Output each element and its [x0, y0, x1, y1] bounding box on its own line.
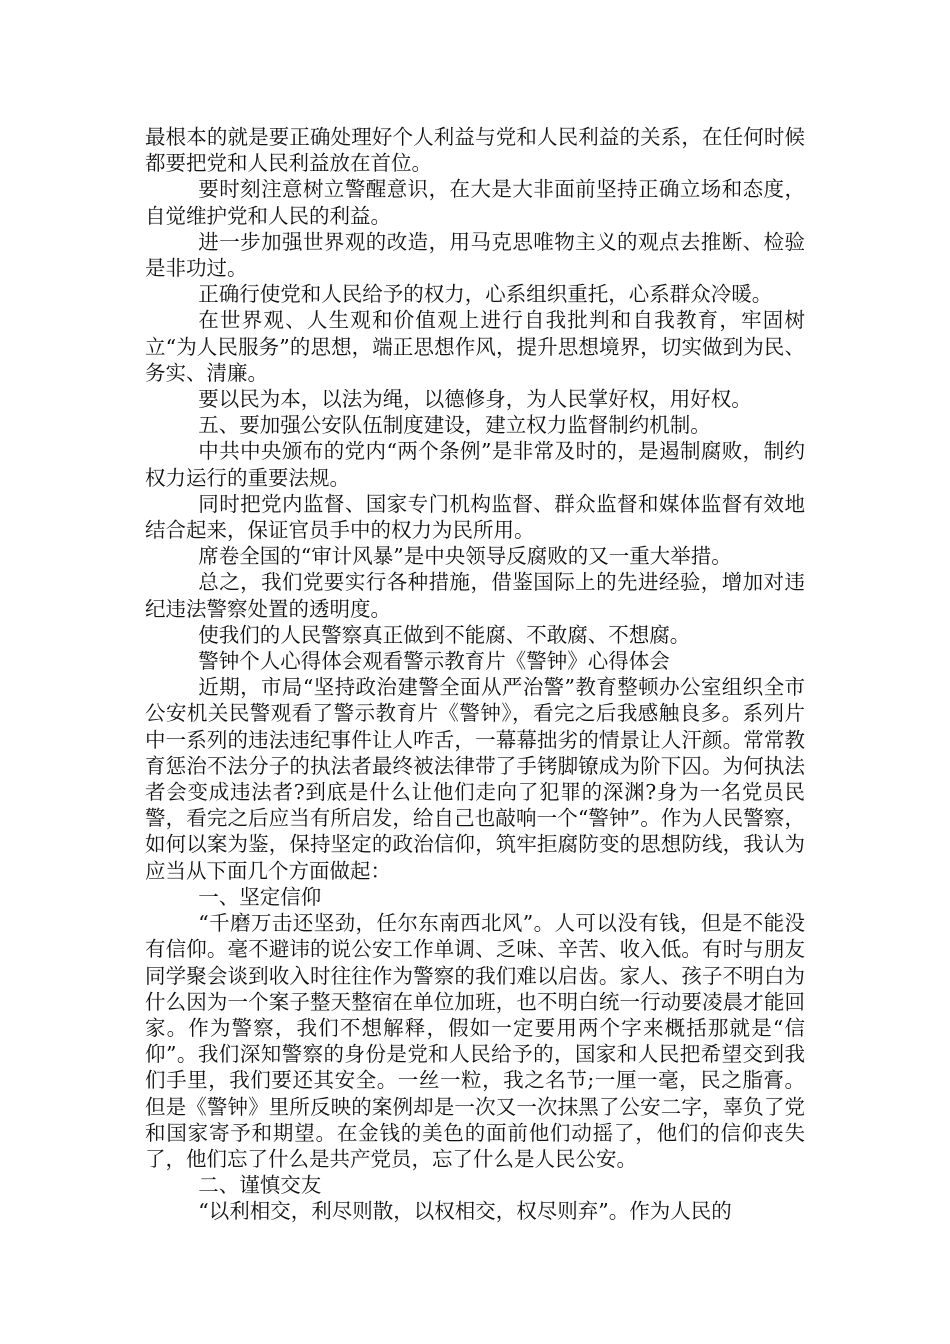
paragraph: 正确行使党和人民给予的权力，心系组织重托，心系群众冷暖。 — [198, 282, 773, 307]
paragraph: 总之，我们党要实行各种措施，借鉴国际上的先进经验，增加对违纪违法警察处置的透明度。 — [145, 570, 805, 621]
section-heading: 二、谨慎交友 — [198, 1173, 322, 1198]
paragraph: 要以民为本，以法为绳，以德修身，为人民掌好权，用好权。 — [198, 387, 752, 412]
paragraph: 要时刻注意树立警醒意识，在大是大非面前坚持正确立场和态度，自觉维护党和人民的利益。 — [145, 177, 805, 228]
paragraph: 进一步加强世界观的改造，用马克思唯物主义的观点去推断、检验是非功过。 — [145, 229, 805, 281]
section-heading: 一、坚定信仰 — [198, 884, 322, 909]
paragraph: “千磨万击还坚劲，任尔东南西北风”。人可以没有钱，但是不能没有信仰。毫不避讳的说公安工作单调、乏味、辛苦、收入低。有时与朋友同学聚会谈到收入时往往作为警察的我们难以启齿。家人、孩子不明白为什么因为一个案子整天整宿在单位加班，也不明白统一行动要凌晨才能回家。作为警察，我们不想解释，假如一定要用两个字来概括那就是“信仰”。我们深知警察的身份是党和人民给予的，国家和人民把希望交到我们手里，我们要还其安全。一丝一粒，我之名节;一厘一毫，民之脂膏。但是《警钟》里所反映的案例却是一次又一次抹黑了公安二字，辜负了党和国家寄予和期望。在金钱的美色的面前他们动摇了，他们的信仰丧失了，他们忘了什么是共产党员，忘了什么是人民公安。 — [145, 911, 805, 1171]
section-heading: 五、要加强公安队伍制度建设，建立权力监督制约机制。 — [198, 413, 711, 438]
paragraph: 使我们的人民警察真正做到不能腐、不敢腐、不想腐。 — [198, 622, 691, 647]
paragraph: 同时把党内监督、国家专门机构监督、群众监督和媒体监督有效地结合起来，保证官员手中的权力为民所用。 — [145, 491, 805, 543]
document-body — [145, 124, 805, 1225]
paragraph: 近期，市局“坚持政治建警全面从严治警”教育整顿办公室组织全市公安机关民警观看了警示教育片《警钟》，看完之后我感触良多。系列片中一系列的违法违纪事件让人咋舌，一幕幕拙劣的情景让人汗颜。常常教育惩治不法分子的执法者最终被法律带了手铐脚镣成为阶下囚。为何执法者会变成违法者?到底是什么让他们走向了犯罪的深渊?身为一名党员民警，看完之后应当有所启发，给自己也敲响一个“警钟”。作为人民警察，如何以案为鉴，保持坚定的政治信仰，筑牢拒腐防变的思想防线，我认为应当从下面几个方面做起： — [145, 675, 805, 883]
article-title: 警钟个人心得体会观看警示教育片《警钟》心得体会 — [198, 649, 670, 674]
paragraph: 中共中央颁布的党内“两个条例”是非常及时的，是遏制腐败，制约权力运行的重要法规。 — [145, 439, 805, 490]
paragraph: “以利相交，利尽则散，以权相交，权尽则弃”。作为人民的 — [198, 1199, 732, 1224]
paragraph: 在世界观、人生观和价值观上进行自我批判和自我教育，牢固树立“为人民服务”的思想，端正思想作风，提升思想境界，切实做到为民、务实、清廉。 — [145, 308, 805, 385]
paragraph: 席卷全国的“审计风暴”是中央领导反腐败的又一重大举措。 — [198, 544, 732, 569]
paragraph-continuation: 最根本的就是要正确处理好个人利益与党和人民利益的关系，在任何时候都要把党和人民利益放在首位。 — [145, 125, 805, 176]
